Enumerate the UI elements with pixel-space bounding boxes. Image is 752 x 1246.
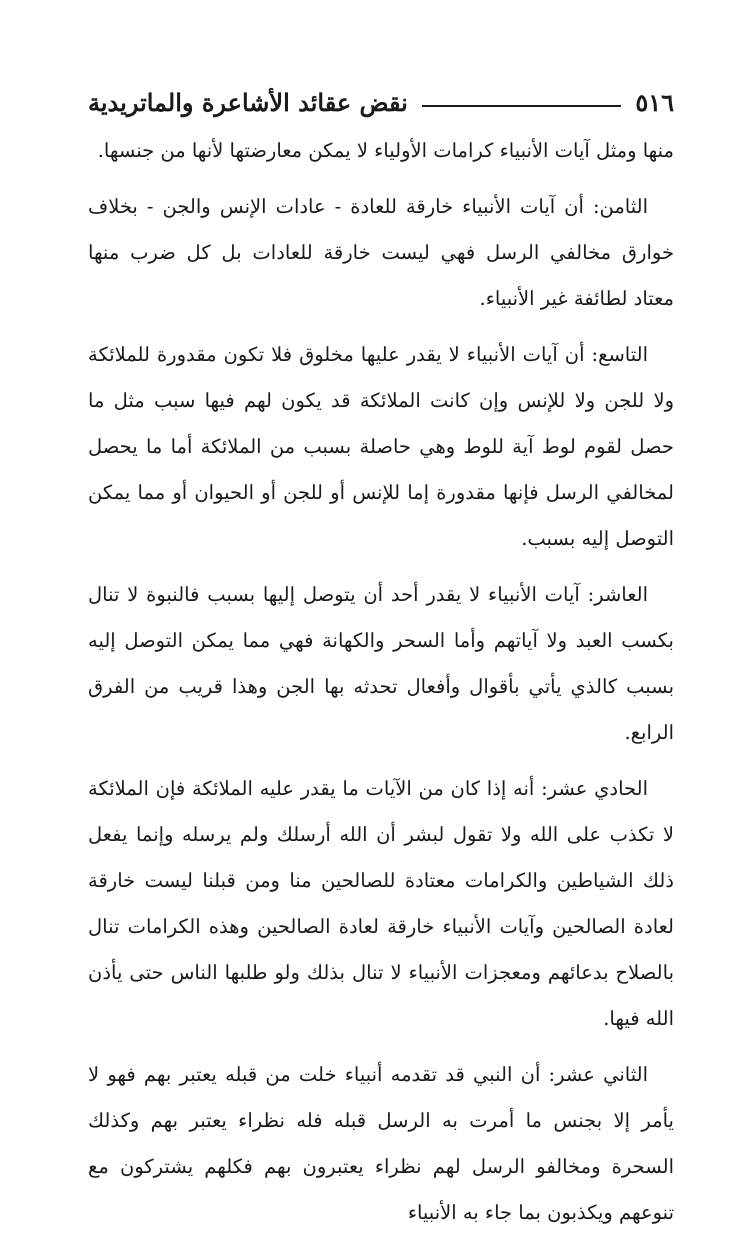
page-header [88, 82, 674, 122]
body-text [88, 128, 674, 1246]
header-rule [422, 105, 622, 107]
paragraph: الثاني عشر: أن النبي قد تقدمه أنبياء خلت من قبله يعتبر بهم فهو لا يأمر إلا بجنس ما أمرت به الرسل قبله فله نظراء يعتبر بهم وكذلك السحرة ومخالفو الرسل لهم نظراء يعتبرون بهم فكلهم يشتركون مع تنوعهم ويكذبون بما جاء به الأنبياء [88, 1063, 674, 1224]
paragraph: الثامن: أن آيات الأنبياء خارقة للعادة - عادات الإنس والجن - بخلاف خوارق مخالفي الرسل فهي ليست خارقة للعادات بل كل ضرب منها معتاد لطائفة غير الأنبياء. [88, 195, 674, 310]
running-title: نقض عقائد الأشاعرة والماتريدية [88, 87, 408, 117]
paragraph: العاشر: آيات الأنبياء لا يقدر أحد أن يتوصل إليها بسبب فالنبوة لا تنال بكسب العبد ولا آياتهم وأما السحر والكهانة فهي مما يمكن التوصل إليه بسبب كالذي يأتي بأقوال وأفعال تحدثه بها الجن وهذا قريب من الفرق الرابع. [88, 583, 674, 744]
paragraph: منها ومثل آيات الأنبياء كرامات الأولياء لا يمكن معارضتها لأنها من جنسها. [97, 139, 674, 162]
paragraph: الحادي عشر: أنه إذا كان من الآيات ما يقدر عليه الملائكة فإن الملائكة لا تكذب على الله ولا تقول لبشر أن الله أرسلك ولم يرسله وإنما يفعل ذلك الشياطين والكرامات معتادة للصالحين منا ومن قبلنا ليست خارقة لعادة الصالحين وآيات الأنبياء خارقة لعادة الصالحين وهذه الكرامات تنال بالصلاح بدعائهم ومعجزات الأنبياء لا تنال بذلك ولو طلبها الناس حتى يأذن الله فيها. [88, 777, 674, 1030]
page-number: ٥١٦ [635, 87, 674, 117]
paragraph: التاسع: أن آيات الأنبياء لا يقدر عليها مخلوق فلا تكون مقدورة للملائكة ولا للجن ولا للإنس وإن كانت الملائكة قد يكون لهم فيها سبب مثل ما حصل لقوم لوط آية للوط وهي حاصلة بسبب من الملائكة أما ما يحصل لمخالفي الرسل فإنها مقدورة إما للإنس أو للجن أو الحيوان أو مما يمكن التوصل إليه بسبب. [88, 343, 674, 550]
